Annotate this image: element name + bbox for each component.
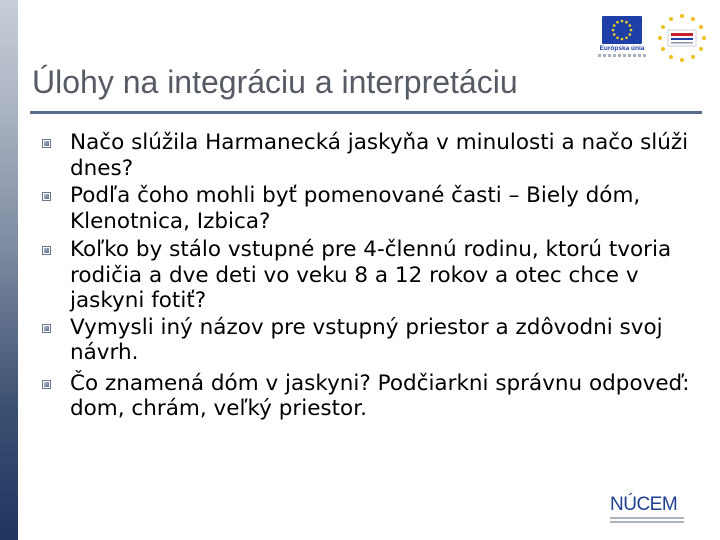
task-list xyxy=(38,130,698,422)
esf-star-logo xyxy=(656,12,708,64)
nucem-label: NÚCEM xyxy=(610,494,678,515)
list-item-text: Vymysli iný názov pre vstupný priestor a zdôvodni svoj návrh. xyxy=(70,314,663,365)
eu-label: Európska únia xyxy=(599,45,645,52)
square-bullet-icon xyxy=(42,246,51,255)
slide-title: Úlohy na integráciu a interpretáciu xyxy=(32,64,518,100)
square-bullet-icon xyxy=(42,192,51,201)
list-item-text: Načo slúžila Harmanecká jaskyňa v minulosti a načo slúži dnes? xyxy=(70,130,689,181)
eu-flag-icon xyxy=(602,16,642,44)
list-item-text: Podľa čoho mohli byť pomenované časti – Biely dóm, Klenotnica, Izbica? xyxy=(70,183,641,234)
list-item-text: Čo znamená dóm v jaskyni? Podčiarkni správnu odpoveď: dom, chrám, veľký priestor. xyxy=(70,370,690,421)
list-item xyxy=(38,237,698,314)
square-bullet-icon xyxy=(42,324,51,333)
list-item-text: Koľko by stálo vstupné pre 4-člennú rodinu, ktorú tvoria rodičia a dve deti vo veku 8 a 12 rokov a otec chce v jaskyni fotiť? xyxy=(70,237,672,313)
square-bullet-icon xyxy=(42,139,51,148)
left-gradient-bar xyxy=(0,0,18,540)
nucem-sublabel-lines xyxy=(610,517,684,525)
list-item xyxy=(38,130,698,181)
title-underline xyxy=(30,111,702,114)
square-bullet-icon xyxy=(42,380,51,389)
nucem-logo xyxy=(606,494,686,528)
list-item xyxy=(38,315,698,366)
list-item xyxy=(38,183,698,234)
eu-logo xyxy=(598,16,646,60)
eu-sublabel-lines xyxy=(598,54,646,57)
list-item xyxy=(38,371,698,422)
